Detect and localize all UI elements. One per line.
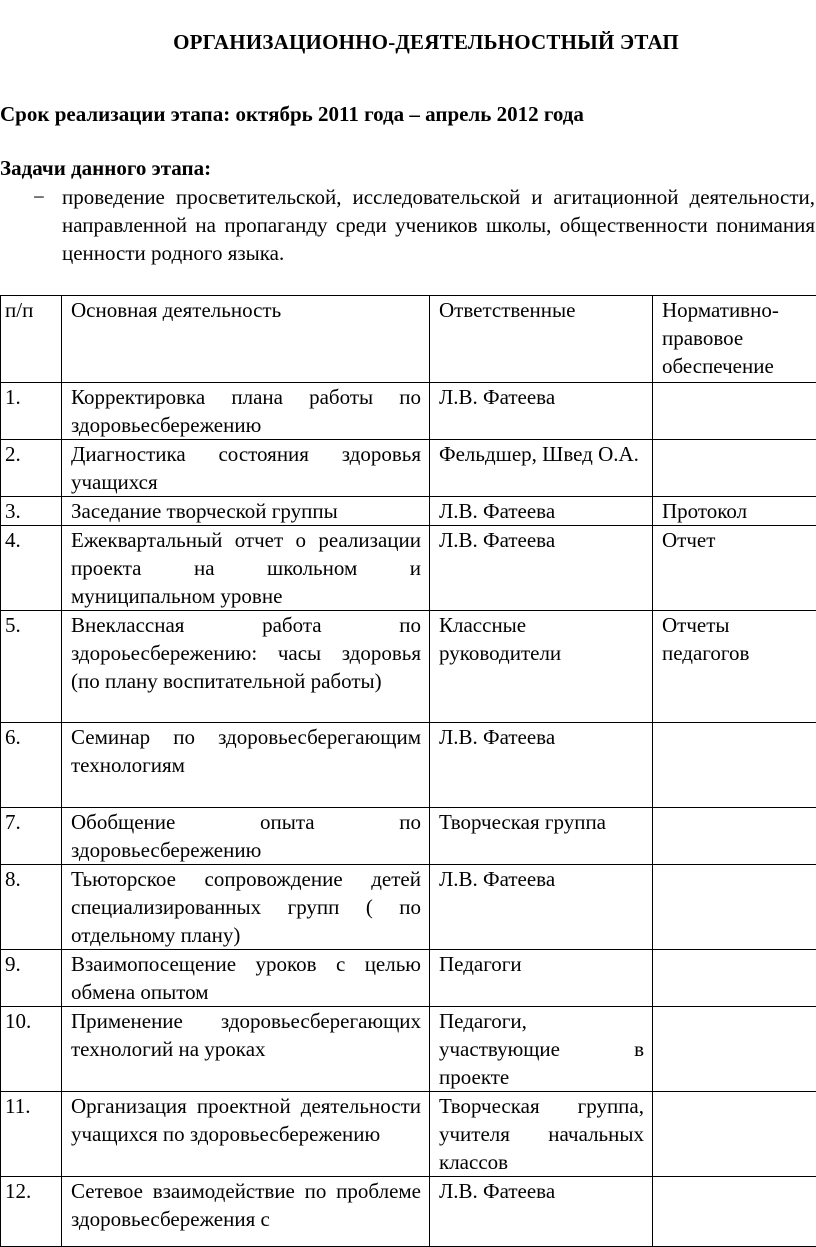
row-activity: Ежеквартальный отчет о реализации проекта на школьном и муниципальном уровне (62, 526, 430, 611)
row-responsible: Л.В. Фатеева (430, 526, 653, 611)
row-normative (653, 808, 816, 865)
stage-period: Срок реализации этапа: октябрь 2011 года – апрель 2012 года (0, 102, 584, 127)
row-num: 9. (1, 950, 62, 1007)
row-responsible: Л.В. Фатеева (430, 383, 653, 440)
row-activity: Взаимопосещение уроков с целью обмена опытом (62, 950, 430, 1007)
table-row (1, 865, 816, 950)
row-activity: Применение здоровьесберегающих технологий на уроках (62, 1007, 430, 1092)
row-normative: Протокол (653, 497, 816, 526)
row-normative: Отчет (653, 526, 816, 611)
row-num: 10. (1, 1007, 62, 1092)
row-num: 11. (1, 1092, 62, 1177)
row-normative (653, 723, 816, 808)
table-row (1, 611, 816, 723)
table-row (1, 1092, 816, 1177)
row-activity: Внеклассная работа по здороьесбережению: часы здоровья (по плану воспитательной работы) (62, 611, 430, 723)
row-num: 2. (1, 440, 62, 497)
table-row (1, 440, 816, 497)
header-responsible: Ответственные (430, 296, 653, 383)
row-responsible: Творческая группа (430, 808, 653, 865)
row-responsible: Л.В. Фатеева (430, 723, 653, 808)
row-activity: Обобщение опыта по здоровьесбережению (62, 808, 430, 865)
table-row (1, 497, 816, 526)
row-num: 7. (1, 808, 62, 865)
row-num: 3. (1, 497, 62, 526)
row-normative (653, 950, 816, 1007)
row-activity: Семинар по здоровьесберегающим технологиям (62, 723, 430, 808)
row-num: 6. (1, 723, 62, 808)
header-activity: Основная деятельность (62, 296, 430, 383)
row-num: 12. (1, 1177, 62, 1247)
row-responsible: Творческая группа, учителя начальных классов (430, 1092, 653, 1177)
task-bullet: − (33, 183, 45, 211)
header-normative: Нормативно-правовое обеспечение (653, 296, 816, 383)
tasks-heading: Задачи данного этапа: (0, 156, 211, 181)
row-activity: Заседание творческой группы (62, 497, 430, 526)
row-responsible: Л.В. Фатеева (430, 865, 653, 950)
task-item: проведение просветительской, исследовательской и агитационной деятельности, направленной на пропаганду среди учеников школы, общественности понимания ценности родного языка. (62, 183, 815, 267)
row-activity: Сетевое взаимодействие по проблеме здоровьесбережения с (62, 1177, 430, 1247)
table-row (1, 383, 816, 440)
row-normative (653, 383, 816, 440)
row-responsible: Л.В. Фатеева (430, 497, 653, 526)
header-num: п/п (1, 296, 62, 383)
table-row (1, 723, 816, 808)
table-header-row (1, 296, 816, 383)
row-responsible: Педагоги, участвующие в проекте (430, 1007, 653, 1092)
row-activity: Тьюторское сопровождение детей специализированных групп ( по отдельному плану) (62, 865, 430, 950)
row-normative: Отчеты педагогов (653, 611, 816, 723)
table-row (1, 1177, 816, 1247)
row-activity: Корректировка плана работы по здоровьесбережению (62, 383, 430, 440)
row-normative (653, 1177, 816, 1247)
row-responsible: Педагоги (430, 950, 653, 1007)
row-responsible: Л.В. Фатеева (430, 1177, 653, 1247)
row-activity: Организация проектной деятельности учащихся по здоровьесбережению (62, 1092, 430, 1177)
row-normative (653, 1092, 816, 1177)
row-normative (653, 1007, 816, 1092)
row-activity: Диагностика состояния здоровья учащихся (62, 440, 430, 497)
row-num: 5. (1, 611, 62, 723)
table-row (1, 950, 816, 1007)
row-num: 8. (1, 865, 62, 950)
document-title: ОРГАНИЗАЦИОННО-ДЕЯТЕЛЬНОСТНЫЙ ЭТАП (0, 30, 816, 55)
row-responsible: Фельдшер, Швед О.А. (430, 440, 653, 497)
row-num: 1. (1, 383, 62, 440)
table-row (1, 526, 816, 611)
row-normative (653, 440, 816, 497)
table-row (1, 1007, 816, 1092)
row-num: 4. (1, 526, 62, 611)
activity-table (0, 295, 816, 1247)
row-responsible: Классные руководители (430, 611, 653, 723)
table-row (1, 808, 816, 865)
row-normative (653, 865, 816, 950)
